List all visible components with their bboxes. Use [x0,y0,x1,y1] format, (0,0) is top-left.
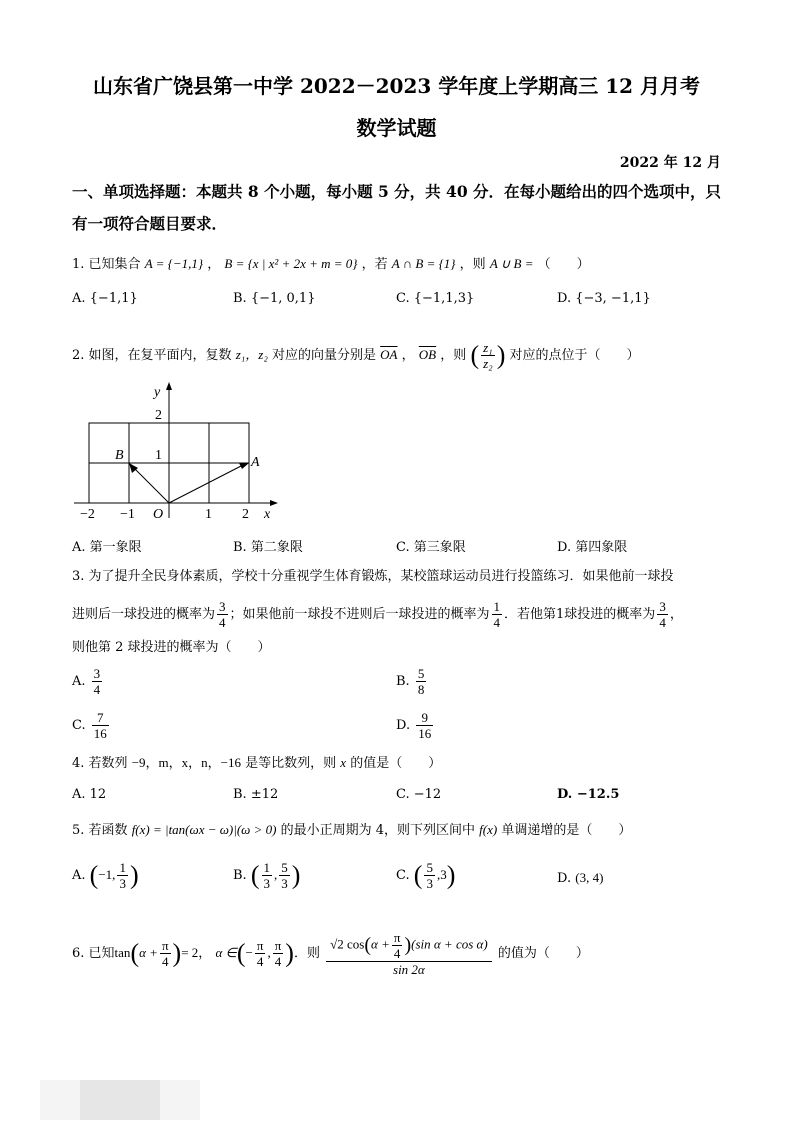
q5-text-b: 的最小正周期为 4，则下列区间中 [280,823,475,838]
q6-text-c: 的值为（ ） [497,946,589,961]
x-tick-minus-1: −1 [120,507,135,522]
grid-cell [169,423,209,463]
q6-pi-over-4 [160,938,171,969]
q4-option-c[interactable]: C. −12 [396,787,442,802]
section-heading [72,176,722,240]
q5-option-a-lparen: ( [89,860,99,890]
q1-ask: A ∪ B = [489,256,534,271]
q3-text-c: ．若他第1球投进的概率为 [504,607,656,622]
q3-text-b: ；如果他前一球投不进则后一球投进的概率为 [229,607,490,622]
q3-fraction-1 [217,599,228,630]
x-tick-minus-2: −2 [80,507,95,522]
q4-text-b: 是等比数列，则 [245,756,337,771]
q6-equals: = 2， [181,945,212,960]
question-3-line3: 则他第 2 球投进的概率为（ ） [72,640,271,655]
q5-option-b-den1: 3 [263,876,270,891]
q5-option-b-den2: 3 [281,876,288,891]
exam-date: 2022 年 12 月 [619,155,721,171]
y-tick-2: 2 [155,408,162,423]
question-1 [72,254,590,275]
question-3-line2 [72,599,683,630]
q4-sequence: −9，m，x，n，−16 [131,755,241,770]
q6-inner-rparen: ) [404,934,412,956]
vector-ob-arrowhead [129,463,138,473]
grid-cell [209,463,249,503]
q6-inner-pi-den: 4 [393,946,401,961]
q3-fraction-3-den: 4 [659,615,666,630]
q2-sep: ， [401,348,415,363]
watermark-block [80,1080,160,1120]
q5-option-b[interactable] [233,860,300,891]
q6-rparen-1: ) [172,938,182,968]
q3-text-a: 进则后一球投进的概率为 [72,607,216,622]
q6-upper-den: 4 [274,954,282,969]
q3-option-b-fraction [416,666,427,697]
q6-lparen-1: ( [130,938,140,968]
grid-cell [169,463,209,503]
q3-fraction-1-den: 4 [219,615,226,630]
q3-option-b-num: 5 [417,666,425,681]
x-axis-arrow [270,500,278,506]
q5-option-d-label: D. [557,871,572,886]
page-title: 山东省广饶县第一中学 2022－2023 学年度上学期高三 12 月月考 [92,74,700,98]
q3-fraction-3-num: 3 [659,599,666,614]
q6-main-denominator: sin 2α [393,962,425,977]
x-axis-label: x [264,507,271,522]
q3-option-c-label: C. [72,718,86,733]
q3-option-b[interactable] [396,666,428,697]
q3-option-c-num: 7 [92,710,109,726]
q2-paren-left: ( [470,340,480,370]
q5-function: f(x) = |tan(ωx − ω)|(ω > 0) [131,822,277,837]
q6-inner-pi-over-4 [392,930,403,961]
q3-option-a[interactable] [72,666,104,697]
page-subtitle: 数学试题 [356,116,437,140]
q5-option-b-fraction-1 [262,860,273,891]
q5-option-b-lparen: ( [250,860,260,890]
q5-option-b-rparen: ) [291,860,301,890]
q5-option-a-rparen: ) [129,860,139,890]
q2-text-b: 对应的向量分别是 [272,348,377,363]
q5-option-b-num1: 1 [263,860,270,875]
q5-option-c-post: ,3 [436,867,447,882]
vector-oa-arrowhead [239,463,249,469]
q3-text-d: ， [669,607,683,622]
q6-numer-part1: √2 cos [330,936,365,952]
q5-option-c-fraction [424,860,435,891]
q1-option-d[interactable]: D. {−3, −1,1} [557,291,651,306]
q3-fraction-2-den: 4 [493,615,501,630]
q3-option-a-label: A. [72,674,86,689]
q1-option-c[interactable]: C. {−1,1,3} [396,291,475,306]
q6-main-numerator [326,930,492,962]
q5-option-a-pre: −1, [98,867,116,882]
q6-text-b: ．则 [293,946,320,961]
q3-option-d-fraction [416,710,433,741]
point-a-label: A [251,455,260,470]
q3-fraction-2-num: 1 [493,599,501,614]
section-heading-line1: 一、单项选择题：本题共 8 个小题，每小题 5 分，共 40 分．在每小题给出的四个选项中，只 [72,182,722,201]
q6-comma: , [267,945,271,960]
q5-option-c-label: C. [396,868,410,883]
q1-option-a[interactable]: A. {−1,1} [72,291,138,306]
question-4 [72,753,441,774]
q3-option-b-den: 8 [417,682,425,697]
q5-option-a-fraction [117,860,128,891]
q2-z: z₁，z₂ [235,347,268,362]
x-tick-1: 1 [205,507,212,522]
origin-label: O [153,507,164,522]
q2-option-a[interactable]: A. 第一象限 [72,540,142,555]
q4-text-a: 4. 若数列 [72,756,128,771]
q3-option-a-fraction [92,666,103,697]
q6-lower-num: π [256,938,264,953]
q5-option-a[interactable] [72,860,139,891]
q6-range-lower [255,938,266,969]
q4-option-d[interactable]: D. −12.5 [557,787,620,802]
question-6 [72,930,589,977]
q1-set-b: B = {x | x² + 2x + m = 0} [224,256,358,271]
q6-alpha-plus: α + [139,945,158,960]
q3-option-d[interactable] [396,710,435,741]
q4-variable: x [340,755,347,770]
q6-numer-part2: (sin α + cos α) [411,936,488,952]
q5-text-a: 5. 若函数 [72,823,128,838]
complex-plane-figure [72,378,282,523]
q2-fraction-den: z₂ [483,356,493,371]
grid-cell [129,423,169,463]
q6-inner-alpha: α + [371,936,390,952]
section-heading-line2: 有一项符合题目要求． [72,214,228,233]
y-tick-1: 1 [155,448,162,463]
y-axis-arrow [166,382,172,390]
q6-minus: − [245,945,253,960]
q2-option-b[interactable]: B. 第二象限 [233,540,303,555]
q6-range: α ∈ [215,945,237,960]
q4-text-c: 的值是（ ） [350,756,442,771]
q3-fraction-3 [657,599,668,630]
question-3-line1: 3. 为了提升全民身体素质，学校十分重视学生体育锻炼，某校篮球运动员进行投篮练习．如果他前一球投 [72,569,674,584]
q6-upper-num: π [274,938,282,953]
vector-ob [134,468,169,503]
q2-text-c: ，则 [440,348,467,363]
q3-option-c[interactable] [72,710,111,741]
q1-text-d: ，则 [459,257,486,272]
q6-main-fraction [326,930,492,977]
q1-text-a: 1. 已知集合 [72,257,141,272]
q6-inner-pi-num: π [393,930,401,945]
q3-option-d-den: 16 [418,726,432,741]
q5-option-c-den: 3 [426,876,433,891]
vector-oa [169,465,243,503]
q5-option-a-label: A. [72,868,86,883]
q6-lparen-2: ( [236,938,246,968]
q1-text-b: ， [207,257,221,272]
q5-option-c-num: 5 [426,860,433,875]
q3-option-d-num: 9 [416,710,433,726]
y-axis-label: y [154,385,161,400]
q4-option-a[interactable]: A. 12 [72,787,107,802]
q6-tan: tan [114,945,131,960]
q5-fx: f(x) [479,822,498,837]
q5-option-d-text: (3, 4) [575,870,604,885]
grid-cell [209,423,249,463]
question-5 [72,820,631,841]
q3-fraction-1-num: 3 [219,599,226,614]
q3-option-c-fraction [92,710,109,741]
q6-rparen-2: ) [285,938,294,968]
x-tick-2: 2 [242,507,249,522]
q6-text-a: 6. 已知 [72,946,115,961]
q3-option-d-label: D. [396,718,411,733]
q6-pi-num: π [161,938,169,953]
q6-pi-den: 4 [162,954,169,969]
q2-fraction [481,340,495,371]
q4-option-b[interactable]: B. ±12 [233,787,279,802]
q3-option-a-num: 3 [93,666,101,681]
q6-lower-den: 4 [256,954,264,969]
q2-text-a: 2. 如图，在复平面内，复数 [72,348,232,363]
q1-text-c: ，若 [361,257,388,272]
q2-vector-ob: $\overline{OB}$ [418,347,437,362]
q5-option-c-lparen: ( [413,860,423,890]
q6-range-upper [273,938,284,969]
q3-option-a-den: 4 [93,682,101,697]
q5-option-b-label: B. [233,868,247,883]
q5-option-a-num: 1 [119,860,126,875]
question-2 [72,340,640,371]
q5-option-b-fraction-2 [279,860,290,891]
q2-text-d: 对应的点位于（ ） [509,348,640,363]
q3-option-b-label: B. [396,674,410,689]
q5-option-c[interactable] [396,860,455,891]
q5-option-a-den: 3 [119,876,126,891]
q5-option-d[interactable] [557,870,603,886]
q5-option-b-num2: 5 [281,860,288,875]
q2-option-d[interactable]: D. 第四象限 [557,540,628,555]
q5-option-c-rparen: ) [446,860,456,890]
point-b-label: B [115,448,124,463]
grid-cell [89,463,129,503]
q2-vector-oa: $\overline{OA}$ [380,347,398,362]
q1-set-a: A = {−1,1} [144,256,204,271]
q3-option-c-den: 16 [93,726,107,741]
q6-inner-lparen: ( [364,934,371,956]
q5-text-c: 单调递增的是（ ） [501,823,632,838]
q2-fraction-num: z₁ [483,340,493,355]
q2-option-c[interactable]: C. 第三象限 [396,540,466,555]
q1-blank: （ ） [537,257,590,272]
q2-paren-right: ) [496,340,506,370]
q3-fraction-2 [492,599,503,630]
q5-option-b-comma: , [274,867,278,882]
q1-option-b[interactable]: B. {−1, 0,1} [233,291,316,306]
q1-condition: A ∩ B = {1} [391,256,456,271]
